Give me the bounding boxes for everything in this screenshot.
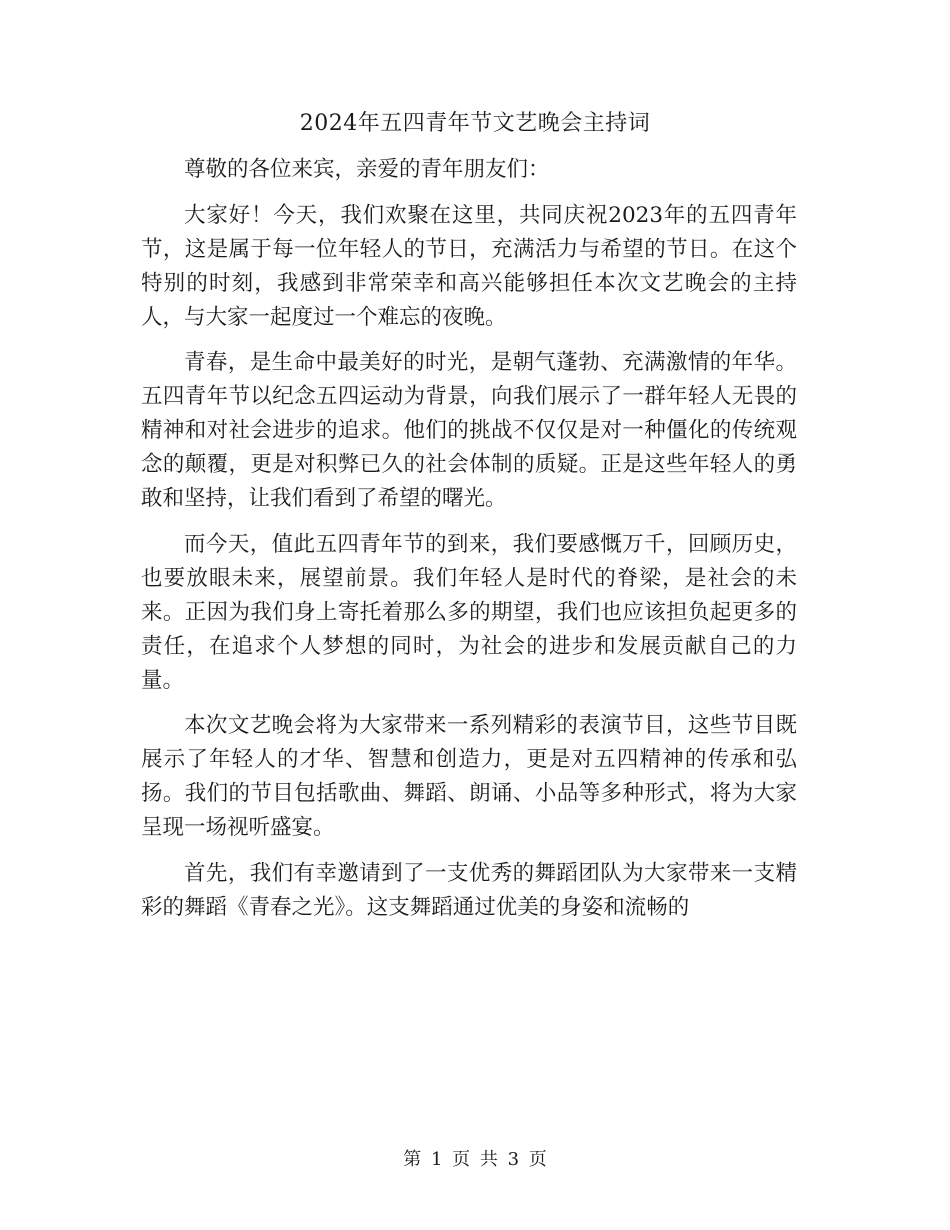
paragraph-salutation: 尊敬的各位来宾，亲爱的青年朋友们： [184,157,550,182]
page-footer: 第 1 页 共 3 页 [403,1149,547,1170]
document-title: 2024年五四青年节文艺晚会主持词 [299,111,651,136]
paragraph: 而今天，值此五四青年节的到来，我们要感慨万千，回顾历史，也要放眼未来，展望前景。我们年轻人是时代的脊梁，是社会的未来。正因为我们身上寄托着那么多的期望，我们也应该担负起更多的责任，在追求个人梦想的同时，为社会的进步和发展贡献自己的力量。 [141,531,797,693]
document-body [141,153,797,936]
paragraph: 青春，是生命中最美好的时光，是朝气蓬勃、充满激情的年华。五四青年节以纪念五四运动为背景，向我们展示了一群年轻人无畏的精神和对社会进步的追求。他们的挑战不仅仅是对一种僵化的传统观念的颠覆，更是对积弊已久的社会体制的质疑。正是这些年轻人的勇敢和坚持，让我们看到了希望的曙光。 [141,350,797,511]
paragraph: 首先，我们有幸邀请到了一支优秀的舞蹈团队为大家带来一支精彩的舞蹈《青春之光》。这支舞蹈通过优美的身姿和流畅的 [141,860,797,920]
paragraph: 大家好！今天，我们欢聚在这里，共同庆祝2023年的五四青年节，这是属于每一位年轻人的节日，充满活力与希望的节日。在这个特别的时刻，我感到非常荣幸和高兴能够担任本次文艺晚会的主持人，与大家一起度过一个难忘的夜晚。 [141,202,797,330]
paragraph: 本次文艺晚会将为大家带来一系列精彩的表演节目，这些节目既展示了年轻人的才华、智慧和创造力，更是对五四精神的传承和弘扬。我们的节目包括歌曲、舞蹈、朗诵、小品等多种形式，将为大家呈现一场视听盛宴。 [141,713,797,840]
